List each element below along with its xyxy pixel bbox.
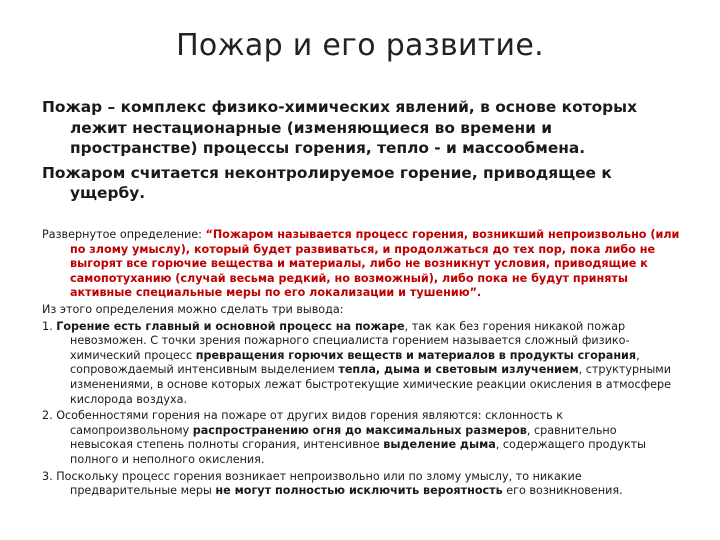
- definition-fire: Пожар – комплекс физико-химических явлений, в основе которых лежит нестационарные (изменяющиеся во времени и пространстве) процессы горения, тепло - и массообмена.: [42, 98, 638, 157]
- c2-bold-2: выделение дыма: [383, 438, 496, 452]
- c2-bold-1: распространению огня до максимальных размеров: [192, 423, 527, 437]
- c1-text-1: , так как без горения никакой пожар невозможен. С точки зрения пожарного специалиста горением называется сложный физико-химический процесс: [70, 319, 630, 362]
- c2-text-1: 2. Особенностями горения на пожаре от других видов горения являются: склонность к самопроизвольному: [42, 409, 564, 437]
- c1-number: 1.: [42, 319, 57, 333]
- expanded-lead: Развернутое определение:: [42, 228, 206, 241]
- conclusions-intro: Из этого определения можно сделать три вывода:: [42, 302, 344, 316]
- c1-bold-2: превращения горючих веществ и материалов в продукты сгорания: [195, 348, 637, 362]
- body-text: [42, 228, 682, 501]
- c3-text-1: 3. Поскольку процесс горения возникает непроизвольно или по злому умыслу, то никакие предварительные меры: [42, 469, 582, 498]
- c1-text-3: , структурными изменениями, в основе которых лежат быстротекущие химические реакции окисления в атмосфере кислорода воздуха.: [70, 363, 672, 406]
- expanded-definition: [42, 228, 682, 301]
- slide-title: Пожар и его развитие.: [176, 28, 544, 63]
- c1-bold-3: тепла, дыма и световым излучением: [338, 363, 579, 377]
- expanded-quote: “Пожаром называется процесс горения, возникший непроизвольно (или по злому умыслу), который будет развиваться, и продолжаться до тех пор, пока либо не выгорят все горючие вещества и материалы, либо не возникнут условия, приводящие к самопотуханию (случай весьма редкий, но возможный), либо пока не будут приняты активные специальные меры по его локализации и тушению”.: [70, 228, 680, 300]
- conclusion-1: [42, 320, 682, 408]
- c1-text-2: , сопровождаемый интенсивным выделением: [70, 348, 640, 377]
- c2-text-3: , содержащего продукты полного и неполного окисления.: [70, 438, 646, 466]
- c3-text-2: его возникновения.: [502, 484, 623, 498]
- c1-bold-1: Горение есть главный и основной процесс на пожаре: [56, 319, 405, 333]
- definition-uncontrolled: Пожаром считается неконтролируемое горение, приводящее к ущербу.: [42, 163, 612, 202]
- c3-bold-1: не могут полностью исключить вероятность: [215, 484, 503, 498]
- main-definitions: [42, 97, 682, 208]
- conclusion-2: [42, 409, 682, 467]
- c2-text-2: , сравнительно невысокая степень полноты сгорания, интенсивное: [70, 423, 617, 452]
- conclusion-3: [42, 470, 682, 499]
